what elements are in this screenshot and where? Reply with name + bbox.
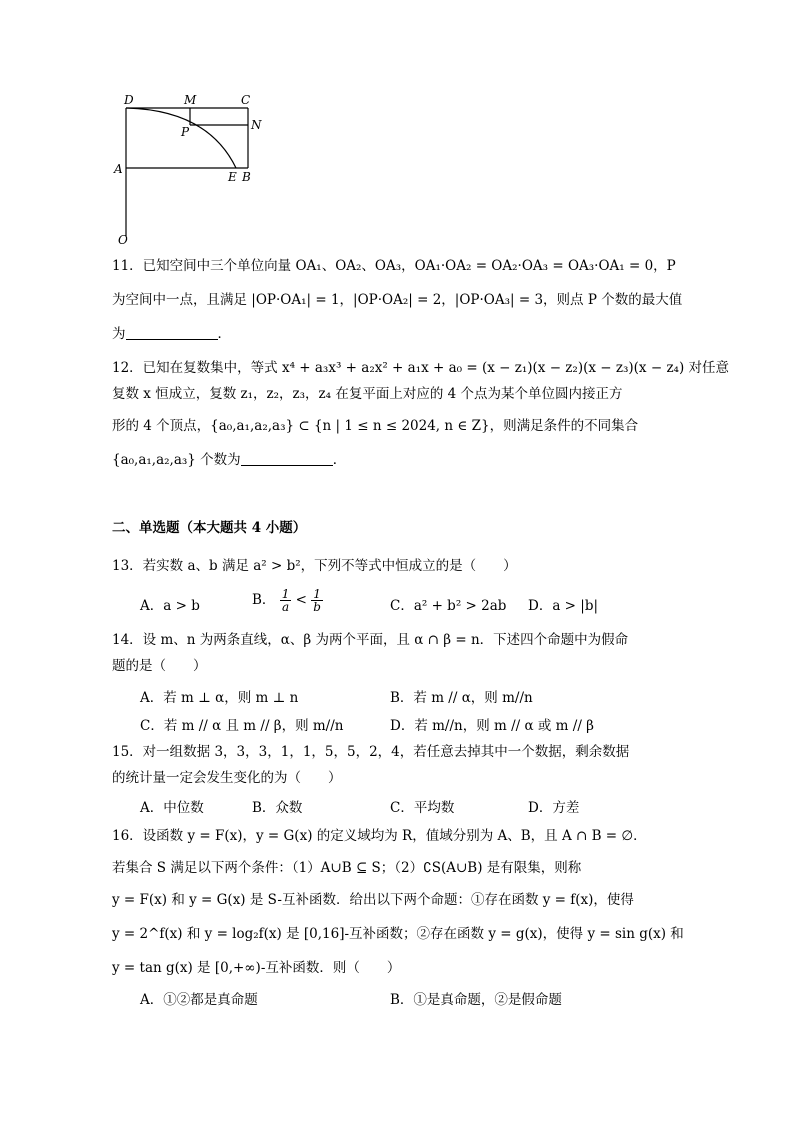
q13-option-d: D．a > |b| [528,598,599,614]
label-M: M [184,93,197,107]
q15-option-c: C．平均数 [390,800,455,816]
label-D: D [124,93,134,107]
q11-answer-blank [126,325,218,340]
label-C: C [241,93,251,107]
label-E: E [228,170,237,184]
q15-option-d: D．方差 [528,800,580,816]
label-N: N [251,118,262,132]
label-P: P [181,125,190,139]
q14-line-2: 题的是（ ） [112,658,207,674]
q11-line-3-text: 为 [112,326,126,342]
q13-option-a: A．a > b [140,598,200,614]
q13-option-b [252,588,323,613]
q16-line-2: 若集合 S 满足以下两个条件：（1）A∪B ⊆ S；（2）∁S(A∪B) 是有限集，则称 [112,860,582,876]
q16-line-4: y = 2^f(x) 和 y = log₂f(x) 是 [0,16]-互补函数；②存在函数 y = g(x)，使得 y = sin g(x) 和 [112,926,684,942]
q12-answer-blank [241,451,333,466]
q12-line-3: 形的 4 个顶点，{a₀,a₁,a₂,a₃} ⊂ {n | 1 ≤ n ≤ 2024, n ∈ Z}，则满足条件的不同集合 [112,418,639,434]
q12-line-4: {a₀,a₁,a₂,a₃} 个数为 ． [112,452,347,468]
q14-option-b: B．若 m // α，则 m//n [390,690,533,706]
q11-line-2: 为空间中一点，且满足 |OP·OA₁| = 1，|OP·OA₂| = 2，|OP·OA₃| = 3，则点 P 个数的最大值 [112,292,683,308]
q12-line-1: 12．已知在复数集中，等式 x⁴ + a₃x³ + a₂x² + a₁x + a₀ = (x − z₁)(x − z₂)(x − z₃)(x − z₄) 对任意 [112,360,730,376]
q15-line-1: 15．对一组数据 3，3，3，1，1，5，5，2，4，若任意去掉其中一个数据，剩余数据 [112,744,630,760]
q13-frac-1-num: 1 [281,587,290,601]
q14-option-c: C．若 m // α 且 m // β，则 m//n [140,718,344,734]
q14-option-a: A．若 m ⊥ α，则 m ⊥ n [140,690,299,706]
q15-option-b: B．众数 [252,800,303,816]
q15-option-a: A．中位数 [140,800,204,816]
q11-line-1: 11．已知空间中三个单位向量 OA₁、OA₂、OA₃，OA₁·OA₂ = OA₂·OA₃ = OA₃·OA₁ = 0，P [112,258,676,274]
q13-frac-2-num: 1 [311,588,323,601]
q13-stem: 13．若实数 a、b 满足 a² > b²，下列不等式中恒成立的是（ ） [112,558,517,574]
label-A: A [114,162,123,176]
q16-line-3: y = F(x) 和 y = G(x) 是 S-互补函数．给出以下两个命题：①存在函数 y = f(x)，使得 [112,892,634,908]
q12-line-4-text: {a₀,a₁,a₂,a₃} 个数为 [112,452,241,468]
q13-frac-2 [311,588,323,613]
q11-line-3: 为 ． [112,326,231,342]
q16-option-a: A．①②都是真命题 [140,992,258,1008]
geometry-figure [108,88,278,248]
q13-frac-2-den: b [313,600,321,614]
q13-frac-1-den: a [281,600,290,614]
q16-line-5: y = tan g(x) 是 [0,+∞)-互补函数．则（ ） [112,960,401,976]
q13-option-c: C．a² + b² > 2ab [390,598,507,614]
q14-line-1: 14．设 m、n 为两条直线，α、β 为两个平面，且 α ∩ β = n．下述四个命题中为假命 [112,632,629,648]
q16-line-1: 16．设函数 y = F(x)，y = G(x) 的定义域均为 R，值域分别为 A、B，且 A ∩ B = ∅． [112,828,647,844]
q13-option-b-prefix: B． [252,592,276,608]
q16-option-b: B．①是真命题，②是假命题 [390,992,562,1008]
q13-lt: < [295,592,307,608]
section-heading: 二、单选题（本大题共 4 小题） [112,520,307,536]
q12-line-2: 复数 x 恒成立，复数 z₁，z₂，z₃，z₄ 在复平面上对应的 4 个点为某个单位圆内接正方 [112,386,623,402]
label-B: B [242,170,251,184]
label-O: O [118,233,128,247]
q13-frac-1 [280,588,292,613]
q14-option-d: D．若 m//n，则 m // α 或 m // β [390,718,594,734]
q15-line-2: 的统计量一定会发生变化的为（ ） [112,770,342,786]
